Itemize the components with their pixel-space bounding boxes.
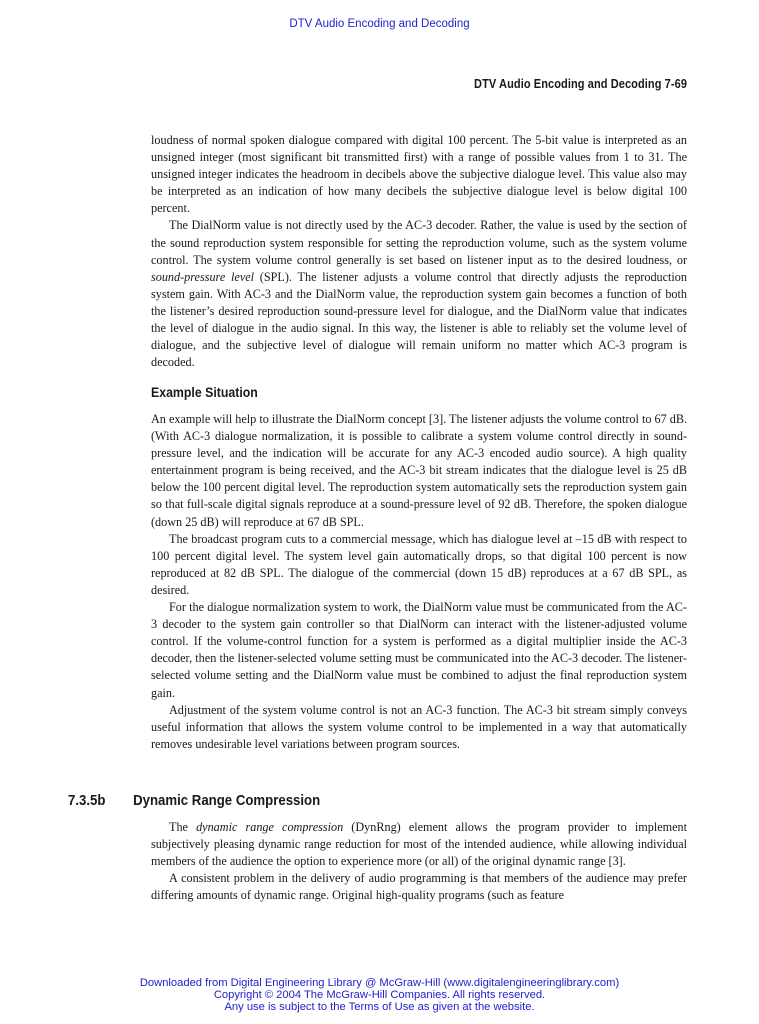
italic-term: dynamic range compression [196, 820, 344, 834]
paragraph: loudness of normal spoken dialogue compared with digital 100 percent. The 5-bit value is interpreted as an unsigned integer (most significant bit transmitted first) with a range of possible values from 1 to 31. The unsigned integer indicates the headroom in decibels above the subjective dialogue level. This value also may be interpreted as an indication of how many decibels the subjective dialogue level is below digital 100 percent. [151, 133, 687, 216]
italic-term: sound-pressure level [151, 269, 255, 284]
paragraph [151, 819, 687, 870]
text-run: (DynRng) element allows the program provider to implement subjectively pleasing dynamic range reduction for most of the intended audience, while allowing individual members of the audience the option to experience more (or all) of the original dynamic range [3]. [151, 820, 687, 869]
section-number: 7.3.5b [68, 792, 106, 809]
text-run: (SPL). The listener adjusts a volume control that directly adjusts the reproduction system gain. With AC-3 and the DialNorm value, the reproduction system gain becomes a function of both the listener’s desired reproduction sound-pressure level for dialogue, and the DialNorm value that indicates the level of dialogue in the audio signal. In this way, the listener is able to reliably set the volume level of dialogue, and the subjective level of dialogue will remain uniform no matter which AC-3 program is decoded. [151, 269, 687, 370]
text-run: The [169, 820, 197, 834]
paragraph: For the dialogue normalization system to work, the DialNorm value must be communicated from the AC-3 decoder to the system gain controller so that DialNorm can interact with the listener-adjusted volume control. If the volume-control function for a system is performed as a digital multiplier inside the AC-3 decoder, then the listener-selected volume setting must be communicated into the AC-3 decoder. The listener-selected volume setting and the DialNorm value must be combined to adjust the final reproduction system gain. [151, 600, 687, 700]
subheading-example-situation: Example Situation [151, 384, 258, 400]
text-block-dialnorm [151, 132, 687, 371]
running-head: DTV Audio Encoding and Decoding 7-69 [473, 77, 687, 91]
footer-copyright: Copyright © 2004 The McGraw-Hill Companies. All rights reserved. [213, 989, 546, 1001]
text-block-example [151, 411, 687, 753]
section-title: Dynamic Range Compression [133, 792, 321, 809]
paragraph: Adjustment of the system volume control is not an AC-3 function. The AC-3 bit stream simply conveys useful information that allows the system volume control to be implemented in a way that automatically removes undesirable level variations between program sources. [151, 702, 687, 751]
text-run: The DialNorm value is not directly used by the AC-3 decoder. Rather, the value is used by the section of the sound reproduction system responsible for setting the reproduction volume, such as the system volume control. The system volume control generally is set based on listener input as to the desired loudness, or [151, 218, 687, 267]
footer [0, 977, 759, 1013]
text-block-dynrng [151, 819, 687, 904]
paragraph [151, 217, 687, 371]
paragraph: An example will help to illustrate the DialNorm concept [3]. The listener adjusts the volume control to 67 dB. (With AC-3 dialogue normalization, it is possible to calibrate a system volume control directly in sound-pressure level, and the indication will be accurate for any AC-3 encoded audio source). A high quality entertainment program is being received, and the AC-3 bit stream indicates that the dialogue level is 25 dB below the 100 percent digital level. The reproduction system automatically sets the reproduction system gain so that full-scale digital signals reproduce at a sound-pressure level of 92 dB. Therefore, the spoken dialogue (down 25 dB) will reproduce at 67 dB SPL. [151, 412, 687, 529]
footer-download-link[interactable]: Downloaded from Digital Engineering Library @ McGraw-Hill (www.digitalengineeringlibrary.com) [139, 977, 620, 989]
paragraph: A consistent problem in the delivery of audio programming is that members of the audience may prefer differing amounts of dynamic range. Original high-quality programs (such as feature [151, 871, 687, 903]
section-heading [68, 792, 320, 809]
top-header-link[interactable]: DTV Audio Encoding and Decoding [289, 18, 470, 30]
paragraph: The broadcast program cuts to a commercial message, which has dialogue level at –15 dB with respect to 100 percent digital level. The system level gain automatically drops, so that digital 100 percent is now reproduced at 82 dB SPL. The dialogue of the commercial (down 15 dB) reproduces at a 67 dB SPL, as desired. [151, 531, 687, 597]
footer-terms-link[interactable]: Any use is subject to the Terms of Use as given at the website. [224, 1001, 535, 1013]
